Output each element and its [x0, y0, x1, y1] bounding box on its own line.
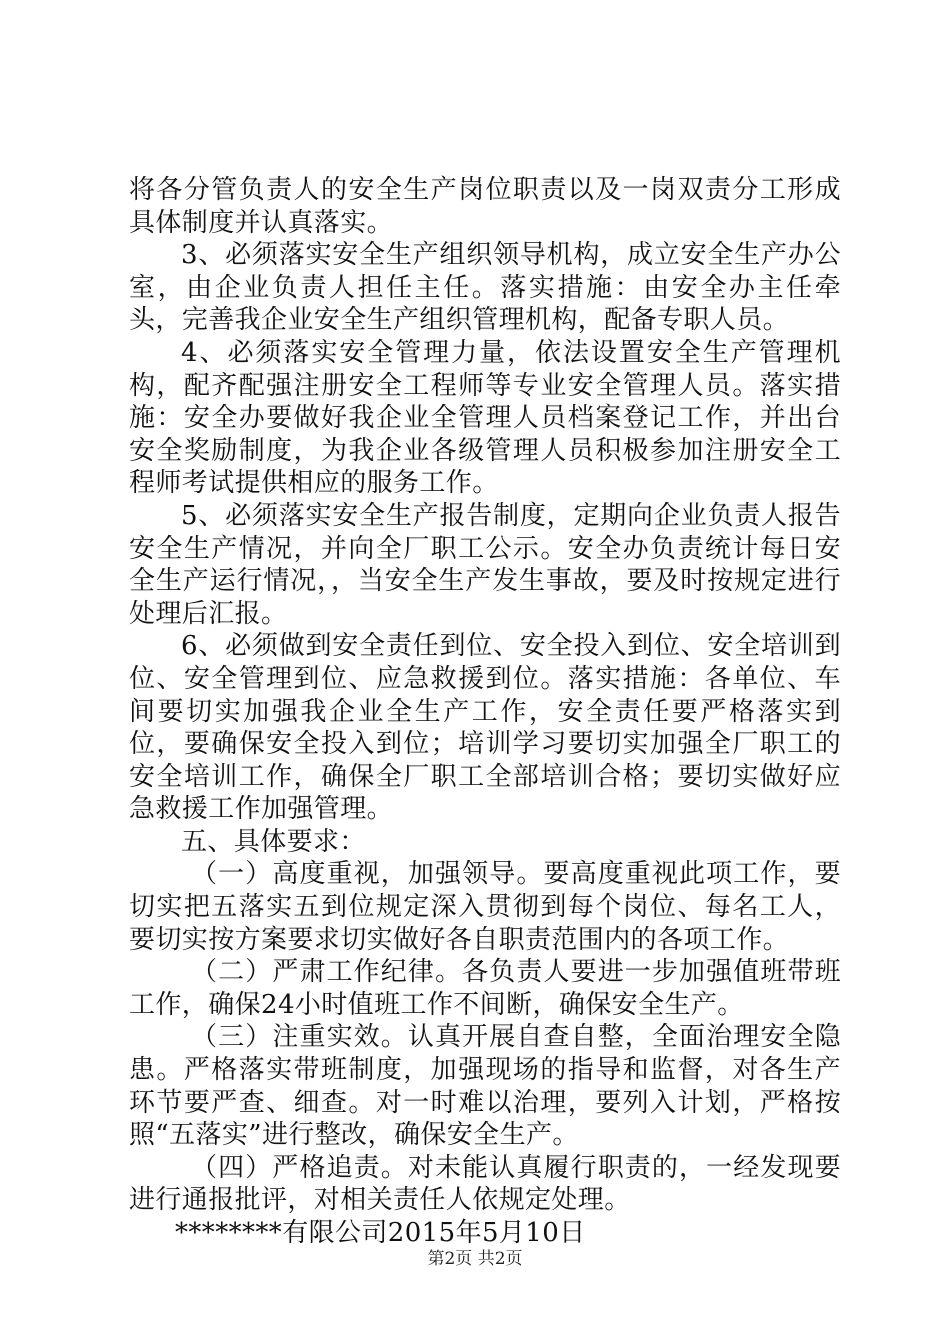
- paragraph-item-5: 5、必须落实安全生产报告制度，定期向企业负责人报告安全生产情况，并向全厂职工公示。安全办负责统计每日安全生产运行情况，，当安全生产发生事故，要及时按规定进行处理后汇报。: [129, 500, 841, 629]
- signature-line: ********有限公司2015年5月10日: [175, 1218, 586, 1248]
- paragraph-requirement-1: （一）高度重视，加强领导。要高度重视此项工作，要切实把五落实五到位规定深入贯彻到每个岗位、每名工人，要切实按方案要求切实做好各自职责范围内的各项工作。: [129, 859, 841, 955]
- paragraph-requirement-4: （四）严格追责。对未能认真履行职责的，一经发现要进行通报批评，对相关责任人依规定处理。: [129, 1152, 841, 1216]
- paragraph-item-3: 3、必须落实安全生产组织领导机构，成立安全生产办公室，由企业负责人担任主任。落实措施：由安全办主任牵头，完善我企业安全生产组织管理机构，配备专职人员。: [129, 240, 841, 336]
- section-heading-requirements: 五、具体要求：: [181, 826, 366, 857]
- paragraph-continuation: 将各分管负责人的安全生产岗位职责以及一岗双责分工形成具体制度并认真落实。: [129, 175, 841, 238]
- document-body: [129, 174, 841, 1250]
- paragraph-requirement-2: （二）严肃工作纪律。各负责人要进一步加强值班带班工作，确保24小时值班工作不间断，确保安全生产。: [129, 957, 841, 1020]
- paragraph-item-6: 6、必须做到安全责任到位、安全投入到位、安全培训到位、安全管理到位、应急救援到位。落实措施：各单位、车间要切实加强我企业全生产工作，安全责任要严格落实到位，要确保安全投入到位；培训学习要切实加强全厂职工的安全培训工作，确保全厂职工全部培训合格；要切实做好应急救援工作加强管理。: [129, 631, 841, 825]
- paragraph-item-4: 4、必须落实安全管理力量，依法设置安全生产管理机构，配齐配强注册安全工程师等专业安全管理人员。落实措施：安全办要做好我企业全管理人员档案登记工作，并出台安全奖励制度，为我企业各级管理人员积极参加注册安全工程师考试提供相应的服务工作。: [129, 337, 841, 499]
- paragraph-requirement-3: （三）注重实效。认真开展自查自整，全面治理安全隐患。严格落实带班制度，加强现场的指导和监督，对各生产环节要严查、细查。对一时难以治理，要列入计划，严格按照“五落实”进行整改，确保安全生产。: [129, 1022, 841, 1151]
- page-footer: 第2页 共2页: [427, 1249, 523, 1269]
